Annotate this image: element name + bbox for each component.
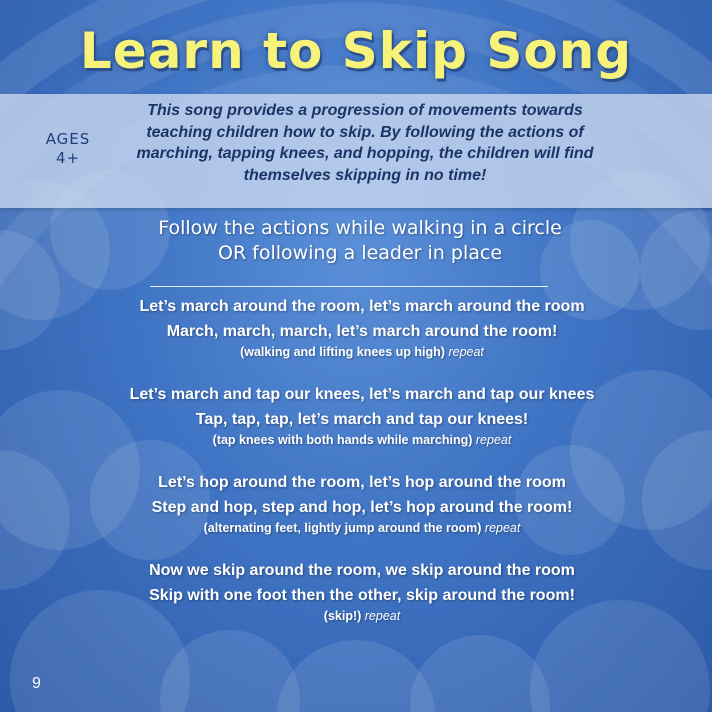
verse-line: Let’s march and tap our knees, let’s march and tap our knees [129, 386, 595, 403]
page-title: Learn to Skip Song [79, 22, 633, 80]
ages-value: 4+ [55, 149, 81, 167]
age-badge [40, 130, 96, 168]
intro-text: This song provides a progression of movements towards teaching children how to skip. By following the actions of marching, tapping knees, and hopping, the children will find themselves skipping in no time! [136, 102, 594, 184]
repeat-label: repeat [448, 345, 484, 359]
verse-line: Now we skip around the room, we skip around the room [149, 562, 575, 579]
instructions-line-1: Follow the actions while walking in a circle [158, 217, 562, 239]
verse-line: Step and hop, step and hop, let’s hop around the room! [151, 499, 573, 516]
verse-4 [112, 558, 612, 624]
verse-line: Let’s march around the room, let’s march around the room [139, 298, 585, 315]
action-note-text: (alternating feet, lightly jump around the room) [203, 521, 482, 535]
action-note-text: (tap knees with both hands while marching) [212, 433, 473, 447]
repeat-label: repeat [475, 433, 512, 447]
action-note [112, 520, 612, 536]
verse-line: Let’s hop around the room, let’s hop around the room [158, 474, 566, 491]
repeat-label: repeat [364, 609, 401, 623]
verse-line: March, march, march, let’s march around the room! [166, 323, 558, 340]
ages-label: AGES [45, 130, 91, 148]
verse-2 [112, 382, 612, 448]
page-number: 9 [32, 675, 41, 692]
action-note [112, 608, 612, 624]
repeat-label: repeat [484, 521, 521, 535]
verse-1 [112, 294, 612, 360]
divider [150, 286, 548, 287]
instructions-line-2: OR following a leader in place [217, 242, 503, 264]
action-note-text: (walking and lifting knees up high) [240, 345, 445, 359]
action-note [112, 344, 612, 360]
verse-line: Skip with one foot then the other, skip around the room! [149, 587, 575, 604]
instructions [110, 216, 610, 266]
verse-3 [112, 470, 612, 536]
song-lyrics [112, 294, 612, 646]
action-note [112, 432, 612, 448]
verse-line: Tap, tap, tap, let’s march and tap our knees! [195, 411, 529, 428]
action-note-text: (skip!) [323, 609, 362, 623]
